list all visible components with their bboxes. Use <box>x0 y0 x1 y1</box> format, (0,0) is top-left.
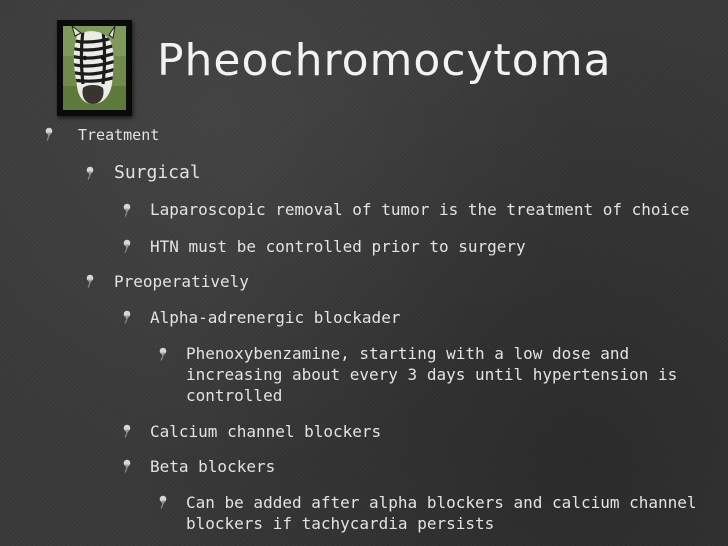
pushpin-icon <box>43 127 55 141</box>
bullet-laparoscopic: Laparoscopic removal of tumor is the treatment of choice <box>150 200 690 219</box>
pushpin-icon <box>121 424 133 438</box>
page-title: Pheochromocytoma <box>157 35 612 86</box>
bullet-added-after-line-1: Can be added after alpha blockers and calcium channel <box>186 493 697 512</box>
pushpin-icon <box>121 310 133 324</box>
bullet-beta-blockers: Beta blockers <box>150 457 276 476</box>
zebra-image <box>63 26 126 110</box>
bullet-htn: HTN must be controlled prior to surgery <box>150 237 526 256</box>
bullet-preoperatively: Preoperatively <box>114 272 249 291</box>
bullet-phenoxybenzamine-line-3: controlled <box>186 386 283 405</box>
bullet-phenoxybenzamine-line-2: increasing about every 3 days until hypertension is <box>186 365 678 384</box>
pushpin-icon <box>121 239 133 253</box>
pushpin-icon <box>84 274 96 288</box>
bullet-calcium-channel: Calcium channel blockers <box>150 422 382 441</box>
pushpin-icon <box>121 459 133 473</box>
bullet-added-after-line-2: blockers if tachycardia persists <box>186 514 495 533</box>
bullet-phenoxybenzamine-line-1: Phenoxybenzamine, starting with a low dose and <box>186 344 630 363</box>
pushpin-icon <box>84 166 96 180</box>
zebra-photo <box>57 20 132 116</box>
pushpin-icon <box>157 495 169 509</box>
bullet-treatment: Treatment <box>78 126 160 144</box>
pushpin-icon <box>157 347 169 361</box>
bullet-alpha-blockader: Alpha-adrenergic blockader <box>150 308 401 327</box>
bullet-surgical: Surgical <box>114 162 201 183</box>
pushpin-icon <box>121 203 133 217</box>
